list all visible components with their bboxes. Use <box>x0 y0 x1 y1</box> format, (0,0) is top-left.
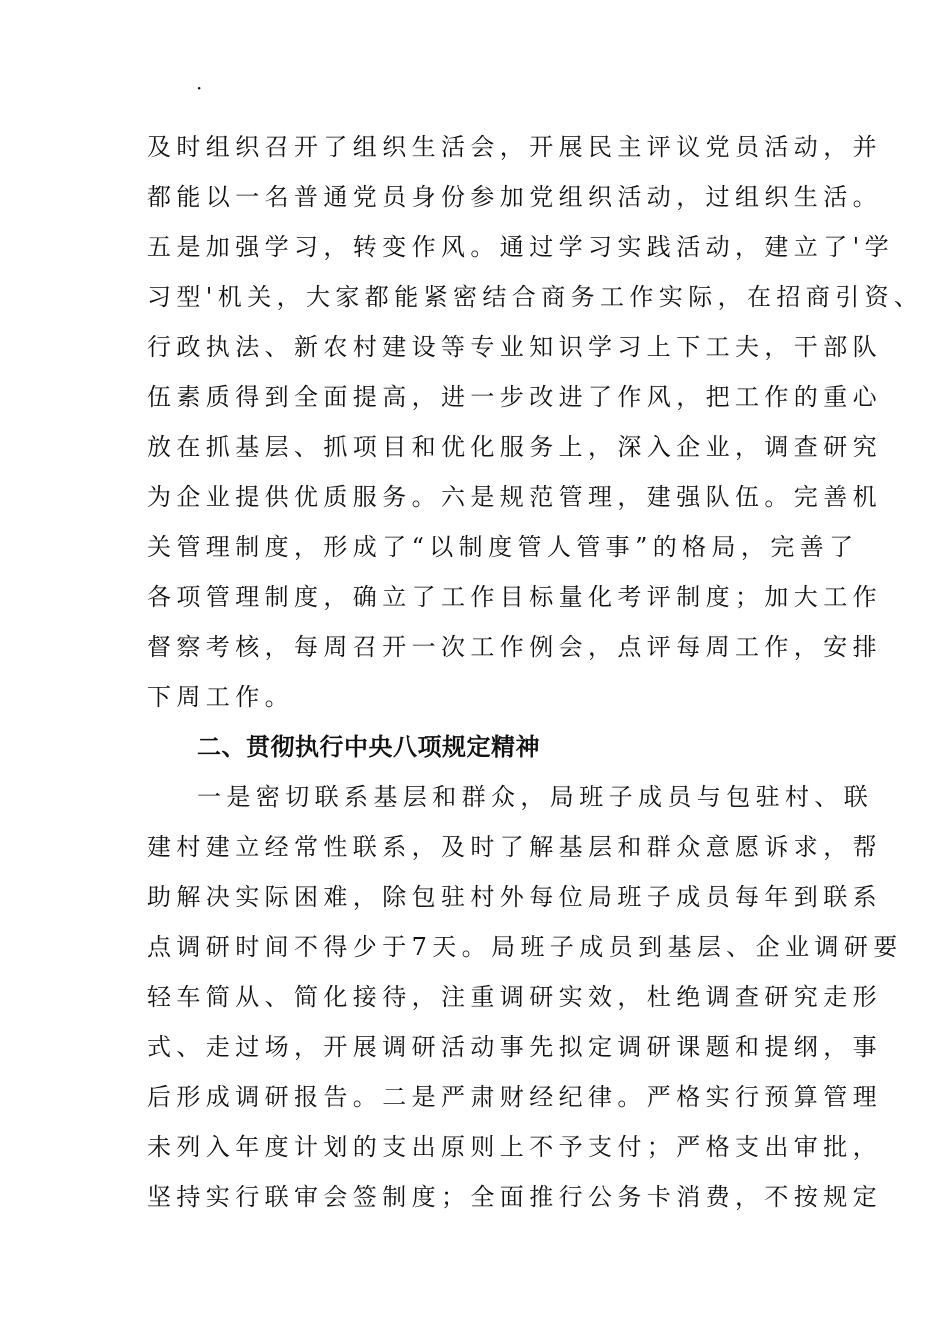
paragraph-line: 下周工作。 <box>147 683 294 711</box>
paragraph-line: 都能以一名普通党员身份参加党组织活动，过组织生活。 <box>147 183 882 211</box>
section-heading: 二、贯彻执行中央八项规定精神 <box>197 733 540 761</box>
paragraph-line: 为企业提供优质服务。六是规范管理，建强队伍。完善机 <box>147 483 882 511</box>
paragraph-line: 五是加强学习，转变作风。通过学习实践活动，建立了'学 <box>147 233 894 261</box>
paragraph-line: 后形成调研报告。二是严肃财经纪律。严格实行预算管理 <box>147 1083 882 1111</box>
paragraph-line: 未列入年度计划的支出原则上不予支付；严格支出审批， <box>147 1133 882 1161</box>
paragraph-line: 助解决实际困难，除包驻村外每位局班子成员每年到联系 <box>147 883 882 911</box>
paragraph-line: 点调研时间不得少于7天。局班子成员到基层、企业调研要 <box>147 933 903 961</box>
paragraph-line: 轻车简从、简化接待，注重调研实效，杜绝调查研究走形 <box>147 983 882 1011</box>
paragraph-line: 式、走过场，开展调研活动事先拟定调研课题和提纲，事 <box>147 1033 882 1061</box>
paragraph-line: 坚持实行联审会签制度；全面推行公务卡消费，不按规定 <box>147 1183 882 1211</box>
paragraph-line: 及时组织召开了组织生活会，开展民主评议党员活动，并 <box>147 133 882 161</box>
paragraph-line: 一是密切联系基层和群众，局班子成员与包驻村、联 <box>197 783 874 811</box>
paragraph-line: 关管理制度，形成了“以制度管人管事”的格局，完善了 <box>147 533 859 561</box>
paragraph-line: 行政执法、新农村建设等专业知识学习上下工夫，干部队 <box>147 333 882 361</box>
paragraph-line: 伍素质得到全面提高，进一步改进了作风，把工作的重心 <box>147 383 882 411</box>
paragraph-line: 习型'机关，大家都能紧密结合商务工作实际，在招商引资、 <box>147 283 924 311</box>
paragraph-line: 建村建立经常性联系，及时了解基层和群众意愿诉求，帮 <box>147 833 882 861</box>
page-marker: · <box>196 76 203 100</box>
paragraph-line: 督察考核，每周召开一次工作例会，点评每周工作，安排 <box>147 633 882 661</box>
paragraph-line: 放在抓基层、抓项目和优化服务上，深入企业，调查研究 <box>147 433 882 461</box>
paragraph-line: 各项管理制度，确立了工作目标量化考评制度；加大工作 <box>147 583 882 611</box>
